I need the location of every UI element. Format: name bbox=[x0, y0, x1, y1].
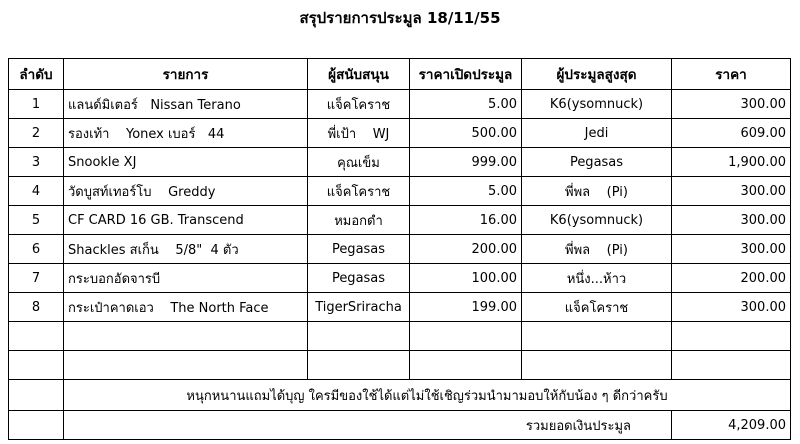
row-winner: K6(ysomnuck) bbox=[522, 90, 672, 119]
page-title: สรุปรายการประมูล 18/11/55 bbox=[299, 9, 501, 27]
row-open-price: 16.00 bbox=[410, 206, 522, 235]
row-winner: หนึ่ง...ห้าว bbox=[522, 264, 672, 293]
row-sponsor: Pegasas bbox=[308, 264, 410, 293]
row-sponsor: TigerSriracha bbox=[308, 293, 410, 322]
total-label: รวมยอดเงินประมูล bbox=[64, 411, 672, 440]
row-price: 300.00 bbox=[672, 177, 791, 206]
row-no: 6 bbox=[9, 235, 64, 264]
row-open-price: 199.00 bbox=[410, 293, 522, 322]
row-open-price: 100.00 bbox=[410, 264, 522, 293]
row-item: CF CARD 16 GB. Transcend bbox=[64, 206, 308, 235]
note-row bbox=[9, 380, 791, 411]
row-no: 8 bbox=[9, 293, 64, 322]
row-item: กระเป๋าคาดเอว The North Face bbox=[64, 293, 308, 322]
row-price: 300.00 bbox=[672, 90, 791, 119]
empty-row bbox=[9, 322, 791, 351]
row-winner: Pegasas bbox=[522, 148, 672, 177]
total-value: 4,209.00 bbox=[672, 411, 791, 440]
row-open-price: 5.00 bbox=[410, 90, 522, 119]
table-row bbox=[9, 264, 791, 293]
header-no: ลำดับ bbox=[9, 59, 64, 90]
row-item: กระบอกอัดจารบี bbox=[64, 264, 308, 293]
row-sponsor: Pegasas bbox=[308, 235, 410, 264]
row-open-price: 500.00 bbox=[410, 119, 522, 148]
header-item: รายการ bbox=[64, 59, 308, 90]
row-item: วัดบูสท์เทอร์โบ Greddy bbox=[64, 177, 308, 206]
row-winner: พี่พล (Pi) bbox=[522, 177, 672, 206]
header-price: ราคา bbox=[672, 59, 791, 90]
empty-row bbox=[9, 351, 791, 380]
row-item: Shackles สเก็น 5/8" 4 ตัว bbox=[64, 235, 308, 264]
row-no: 7 bbox=[9, 264, 64, 293]
row-price: 609.00 bbox=[672, 119, 791, 148]
header-winner: ผู้ประมูลสูงสุด bbox=[522, 59, 672, 90]
table-row bbox=[9, 119, 791, 148]
table-header-row bbox=[9, 59, 791, 90]
row-winner: K6(ysomnuck) bbox=[522, 206, 672, 235]
row-open-price: 5.00 bbox=[410, 177, 522, 206]
row-no: 3 bbox=[9, 148, 64, 177]
row-no: 4 bbox=[9, 177, 64, 206]
row-price: 300.00 bbox=[672, 293, 791, 322]
row-open-price: 999.00 bbox=[410, 148, 522, 177]
header-open-price: ราคาเปิดประมูล bbox=[410, 59, 522, 90]
row-sponsor: แจ็คโคราช bbox=[308, 90, 410, 119]
row-winner: พี่พล (Pi) bbox=[522, 235, 672, 264]
row-price: 300.00 bbox=[672, 235, 791, 264]
row-no: 5 bbox=[9, 206, 64, 235]
row-winner: Jedi bbox=[522, 119, 672, 148]
row-no: 2 bbox=[9, 119, 64, 148]
table-row bbox=[9, 206, 791, 235]
total-row bbox=[9, 411, 791, 440]
row-sponsor: พี่เป้า WJ bbox=[308, 119, 410, 148]
row-price: 300.00 bbox=[672, 206, 791, 235]
table-row bbox=[9, 235, 791, 264]
row-item: แลนด์มิเตอร์ Nissan Terano bbox=[64, 90, 308, 119]
row-item: Snookle XJ bbox=[64, 148, 308, 177]
note-text: หนุกหนานแถมได้บุญ ใครมีของใช้ได้แต่ไม่ใช้เชิญร่วมนำมามอบให้กับน้อง ๆ ดีกว่าครับ bbox=[64, 380, 791, 411]
table-row bbox=[9, 90, 791, 119]
row-item: รองเท้า Yonex เบอร์ 44 bbox=[64, 119, 308, 148]
row-sponsor: คุณเข็ม bbox=[308, 148, 410, 177]
table-row bbox=[9, 177, 791, 206]
auction-summary-table bbox=[8, 58, 791, 440]
table-row bbox=[9, 148, 791, 177]
row-winner: แจ็คโคราช bbox=[522, 293, 672, 322]
row-price: 200.00 bbox=[672, 264, 791, 293]
row-open-price: 200.00 bbox=[410, 235, 522, 264]
row-sponsor: แจ็คโคราช bbox=[308, 177, 410, 206]
row-price: 1,900.00 bbox=[672, 148, 791, 177]
table-row bbox=[9, 293, 791, 322]
row-sponsor: หมอกดำ bbox=[308, 206, 410, 235]
header-sponsor: ผู้สนับสนุน bbox=[308, 59, 410, 90]
row-no: 1 bbox=[9, 90, 64, 119]
